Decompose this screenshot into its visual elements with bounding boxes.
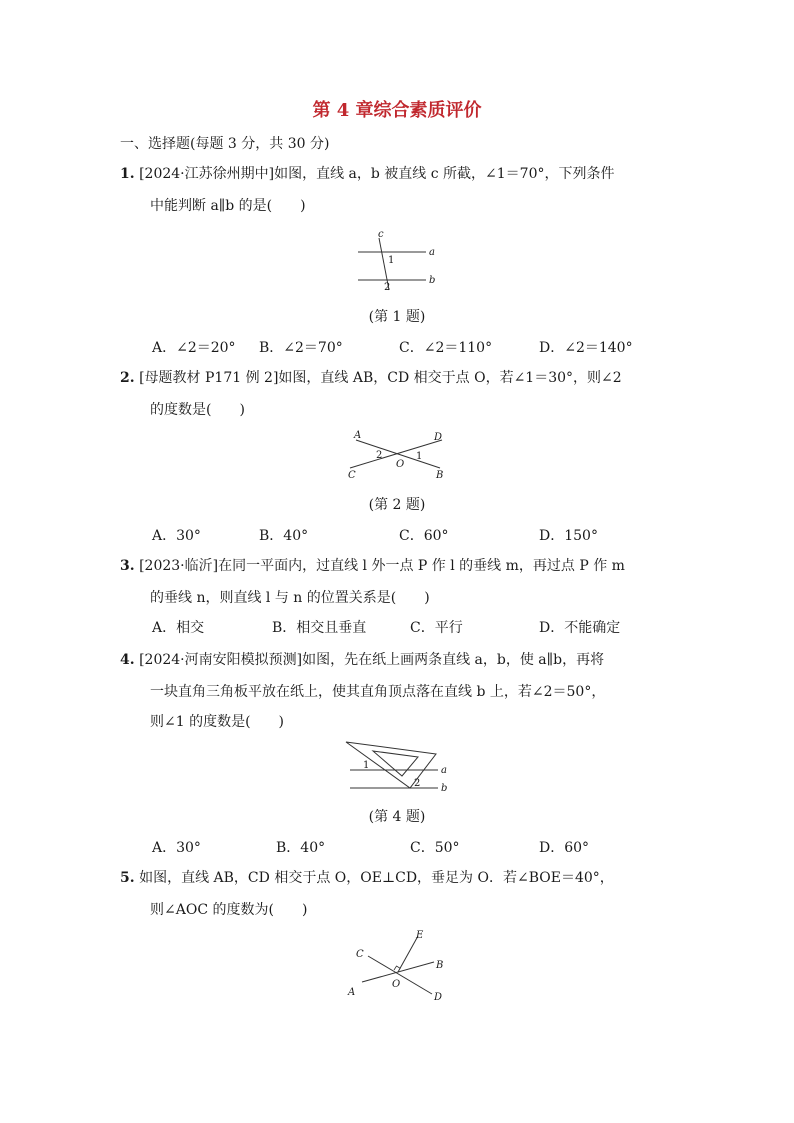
question-text: [2024·河南安阳模拟预测]如图，先在纸上画两条直线 a，b，使 a∥b，再将 [139,652,605,668]
question-text-cont: 则∠AOC 的度数为( ) [150,902,308,918]
option-d[interactable]: D．150° [539,528,598,544]
label-A: A [348,987,356,998]
option-a[interactable]: A．30° [152,840,201,856]
option-a[interactable]: A．30° [152,528,201,544]
label-D: D [434,432,443,443]
question-number: 2. [120,370,135,386]
angle-2-label: 2 [376,450,383,461]
label-b: b [441,783,448,794]
section-heading: 一、选择题(每题 3 分，共 30 分) [120,136,330,152]
figure-1 [350,228,450,294]
figure-1-caption: (第 1 题) [368,309,426,325]
option-b[interactable]: B．∠2＝70° [259,340,343,356]
question-text-cont: 中能判断 a∥b 的是( ) [150,198,306,214]
label-O: O [396,459,405,470]
option-c[interactable]: C．∠2＝110° [399,340,493,356]
question-number: 1. [120,166,135,182]
question-number: 4. [120,652,135,668]
option-a[interactable]: A．相交 [152,620,205,636]
figure-4 [340,738,460,798]
question-5 [120,868,614,888]
option-c[interactable]: C．平行 [410,620,463,636]
question-text-cont: 则∠1 的度数是( ) [150,714,285,730]
page-title: 第 4 章综合素质评价 [312,100,482,121]
label-b: b [429,275,436,286]
question-text-cont: 的度数是( ) [150,402,245,418]
label-A: A [354,430,362,441]
question-number: 5. [120,870,135,886]
label-C: C [348,470,356,481]
option-b[interactable]: B．相交且垂直 [272,620,367,636]
option-c[interactable]: C．60° [399,528,449,544]
label-E: E [416,930,424,941]
question-number: 3. [120,558,135,574]
question-text: 如图，直线 AB，CD 相交于点 O，OE⊥CD，垂足为 O．若∠BOE＝40°， [139,870,614,886]
question-2 [120,368,622,388]
label-C: C [356,949,364,960]
label-D: D [434,992,443,1003]
option-d[interactable]: D．不能确定 [539,620,621,636]
option-b[interactable]: B．40° [259,528,309,544]
option-c[interactable]: C．50° [410,840,460,856]
option-a[interactable]: A．∠2＝20° [152,340,236,356]
option-d[interactable]: D．∠2＝140° [539,340,633,356]
label-c: c [378,229,384,240]
figure-4-caption: (第 4 题) [368,809,426,825]
angle-1-label: 1 [388,255,395,266]
question-text-cont: 一块直角三角板平放在纸上，使其直角顶点落在直线 b 上，若∠2＝50°， [150,684,606,700]
question-text: [2023·临沂]在同一平面内，过直线 l 外一点 P 作 l 的垂线 m，再过点 P 作 m [139,558,625,574]
figure-2 [340,428,460,484]
label-B: B [436,960,444,971]
label-O: O [392,979,401,990]
angle-2-label: 2 [384,282,391,293]
question-1 [120,164,614,184]
figure-2-caption: (第 2 题) [368,497,426,513]
angle-1-label: 1 [416,451,423,462]
question-text: [2024·江苏徐州期中]如图，直线 a，b 被直线 c 所截，∠1＝70°，下列条件 [139,166,615,182]
angle-1-label: 1 [363,760,370,771]
label-a: a [441,765,447,776]
question-text: [母题教材 P171 例 2]如图，直线 AB，CD 相交于点 O，若∠1＝30°，则∠2 [139,370,622,386]
question-4 [120,650,604,670]
option-d[interactable]: D．60° [539,840,590,856]
figure-5 [340,926,460,1006]
question-3 [120,556,625,576]
question-text-cont: 的垂线 n，则直线 l 与 n 的位置关系是( ) [150,590,430,606]
angle-2-label: 2 [414,778,421,789]
label-B: B [436,470,444,481]
option-b[interactable]: B．40° [276,840,326,856]
label-a: a [429,247,435,258]
